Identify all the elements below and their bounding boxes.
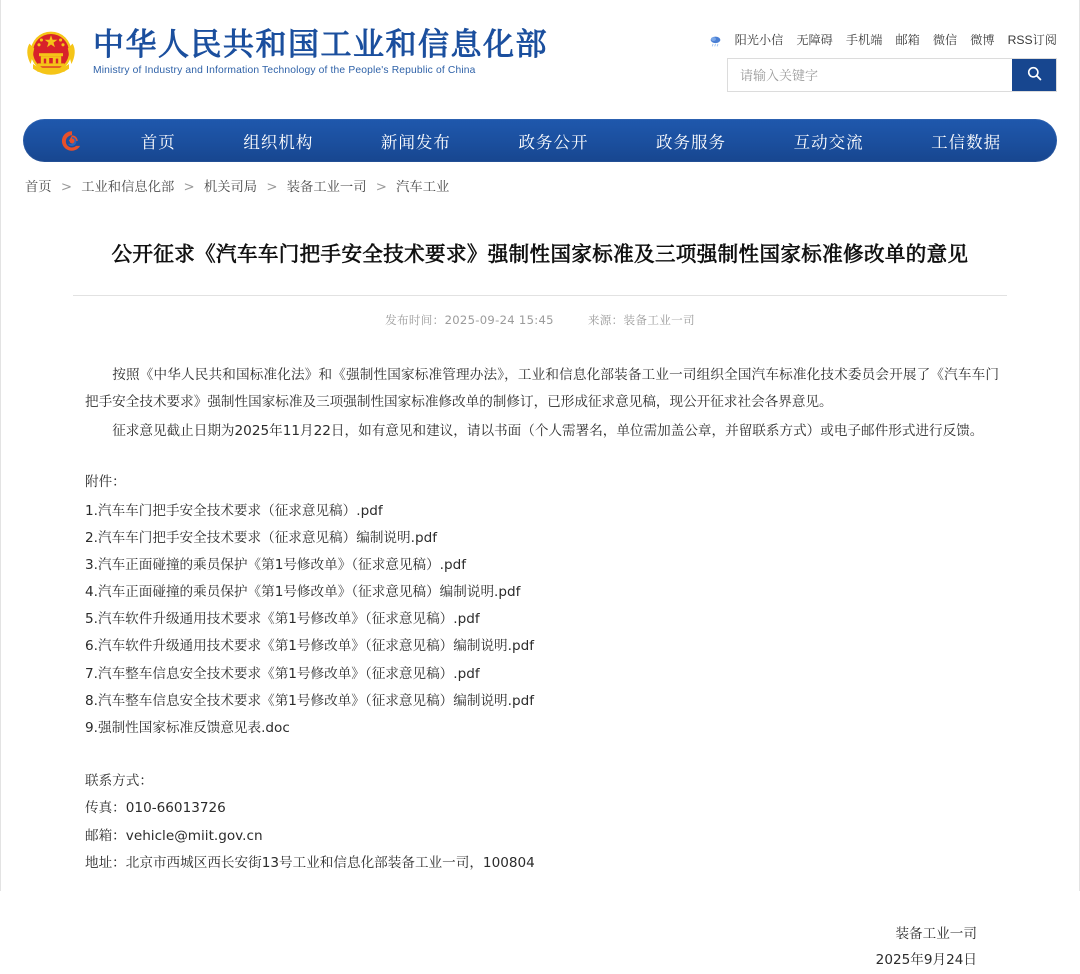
top-link-weibo[interactable]: 微博: [970, 33, 995, 47]
breadcrumb: [1, 162, 1079, 195]
brand-title-en: Ministry of Industry and Information Technology of the People's Republic of China: [93, 65, 476, 77]
breadcrumb-item-1[interactable]: 工业和信息化部: [81, 180, 175, 195]
nav-item-data[interactable]: 工信数据: [931, 132, 1002, 152]
nav-item-organization[interactable]: 组织机构: [243, 132, 314, 152]
top-link-sunshine[interactable]: 阳光小信: [734, 33, 784, 47]
site-brand: [21, 22, 548, 82]
nav-item-interaction[interactable]: 互动交流: [793, 132, 864, 152]
article: [1, 239, 1079, 974]
main-nav-wrapper: [1, 112, 1079, 162]
site-header: [1, 0, 1079, 112]
nav-item-gov-disclosure[interactable]: 政务公开: [518, 132, 589, 152]
national-emblem-icon: [21, 22, 81, 82]
breadcrumb-separator: >: [266, 180, 278, 195]
breadcrumb-separator: >: [60, 180, 72, 195]
source-value: 装备工业一司: [623, 312, 695, 327]
article-paragraph: 征求意见截止日期为2025年11月22日，如有意见和建议，请以书面（个人需署名，单位需加盖公章，并留联系方式）或电子邮件形式进行反馈。: [112, 423, 984, 440]
main-nav: [23, 119, 1057, 162]
main-nav-items: [107, 129, 1057, 153]
contact-email: 邮箱：vehicle@miit.gov.cn: [85, 827, 263, 844]
signature-org: 装备工业一司: [895, 925, 977, 942]
top-links: [709, 31, 1057, 48]
brand-title-cn: 中华人民共和国工业和信息化部: [93, 26, 548, 63]
article-meta: [73, 312, 1007, 328]
attachments-list: [85, 498, 999, 743]
nav-item-gov-services[interactable]: 政务服务: [656, 132, 727, 152]
attachment-item[interactable]: 4.汽车正面碰撞的乘员保护《第1号修改单》（征求意见稿）编制说明.pdf: [85, 584, 521, 601]
attachment-item[interactable]: 9.强制性国家标准反馈意见表.doc: [85, 720, 290, 736]
page-title: 公开征求《汽车车门把手安全技术要求》强制性国家标准及三项强制性国家标准修改单的意见: [111, 242, 969, 266]
source-label: 来源：: [587, 312, 624, 327]
contact-fax: 传真：010-66013726: [85, 800, 226, 817]
publish-time-value: 2025-09-24 15:45: [444, 312, 554, 327]
attachment-item[interactable]: 3.汽车正面碰撞的乘员保护《第1号修改单》（征求意见稿）.pdf: [85, 556, 467, 573]
attachment-item[interactable]: 1.汽车车门把手安全技术要求（征求意见稿）.pdf: [85, 502, 383, 519]
top-link-mobile[interactable]: 手机端: [845, 33, 883, 47]
signature: [73, 921, 1007, 974]
breadcrumb-item-2[interactable]: 机关司局: [203, 180, 258, 195]
attachments-block: [85, 469, 999, 742]
search-input[interactable]: [728, 59, 1012, 91]
article-paragraph: 按照《中华人民共和国标准化法》和《强制性国家标准管理办法》，工业和信息化部装备工业一司组织全国汽车标准化技术委员会开展了《汽车车门把手安全技术要求》强制性国家标准及三项强制性国家标准修改单的制修订，已形成征求意见稿，现公开征求社会各界意见。: [85, 366, 999, 410]
attachment-item[interactable]: 6.汽车软件升级通用技术要求《第1号修改单》（征求意见稿）编制说明.pdf: [85, 638, 534, 655]
attachment-item[interactable]: 7.汽车整车信息安全技术要求《第1号修改单》（征求意见稿）.pdf: [85, 665, 480, 682]
top-link-wechat[interactable]: 微信: [932, 33, 958, 47]
sunshine-cloud-icon: [709, 35, 722, 48]
search-button[interactable]: [1012, 59, 1056, 91]
publish-time-label: 发布时间：: [385, 312, 445, 327]
top-link-rss[interactable]: RSS订阅: [1007, 33, 1057, 47]
signature-date: 2025年9月24日: [875, 952, 977, 969]
breadcrumb-separator: >: [183, 180, 195, 195]
breadcrumb-separator: >: [375, 180, 387, 195]
contact-block: [85, 768, 999, 877]
breadcrumb-item-3[interactable]: 装备工业一司: [286, 180, 367, 195]
attachment-item[interactable]: 8.汽车整车信息安全技术要求《第1号修改单》（征求意见稿）编制说明.pdf: [85, 692, 534, 709]
title-divider: [73, 295, 1007, 296]
search-box: [727, 58, 1057, 92]
gov-e-logo-icon: [59, 128, 85, 154]
top-link-mail[interactable]: 邮箱: [895, 33, 920, 47]
search-icon: [1026, 65, 1043, 85]
article-body: [73, 362, 1007, 877]
top-link-accessibility[interactable]: 无障碍: [796, 33, 833, 47]
breadcrumb-item-0[interactable]: 首页: [25, 180, 52, 195]
nav-item-home[interactable]: 首页: [140, 132, 176, 152]
breadcrumb-item-4[interactable]: 汽车工业: [396, 180, 450, 195]
attachment-item[interactable]: 5.汽车软件升级通用技术要求《第1号修改单》（征求意见稿）.pdf: [85, 611, 480, 628]
contact-label: 联系方式：: [85, 773, 153, 790]
attachments-label: 附件：: [85, 474, 126, 491]
attachment-item[interactable]: 2.汽车车门把手安全技术要求（征求意见稿）编制说明.pdf: [85, 529, 437, 546]
nav-item-news[interactable]: 新闻发布: [380, 132, 451, 152]
contact-address: 地址：北京市西城区西长安街13号工业和信息化部装备工业一司，100804: [85, 854, 535, 871]
brand-text: [93, 28, 548, 77]
